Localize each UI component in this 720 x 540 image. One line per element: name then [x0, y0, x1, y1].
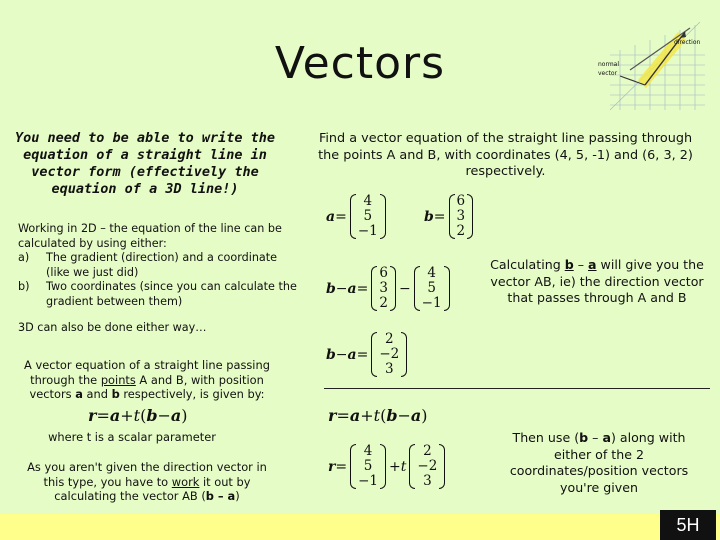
sym-eq: =	[335, 208, 347, 225]
text-span: A vector equation of a straight line passing through the	[24, 358, 270, 387]
vector-entry: 2	[385, 331, 394, 347]
vector-entry: 4	[363, 443, 373, 459]
sym-a: a	[109, 406, 121, 425]
vector-entry: 6	[379, 265, 388, 281]
text-span: –	[588, 430, 603, 445]
sym-b: b	[146, 406, 158, 425]
sym-lp: (	[140, 406, 147, 425]
text-span: Calculating	[490, 257, 565, 272]
vector-entry: 3	[423, 473, 432, 489]
line-equation-left	[88, 406, 188, 425]
then-use-explanation	[496, 430, 702, 496]
sym-plus: +	[389, 458, 401, 475]
sym-eq: =	[356, 346, 369, 363]
bold-expression: b – a	[205, 489, 236, 503]
list-marker: a)	[18, 251, 30, 264]
text-span: –	[573, 257, 589, 272]
text-span: Then use (	[512, 430, 580, 445]
calculation-explanation	[484, 257, 710, 307]
column-vector-b	[449, 194, 474, 239]
vector-a-definition	[326, 194, 389, 239]
sym-b: b	[424, 208, 434, 225]
column-vector-b-minus-a	[371, 332, 407, 377]
sym-lp: (	[380, 406, 387, 425]
vector-label: vector	[598, 70, 618, 77]
normal-label: normal	[598, 61, 620, 68]
sym-eq: =	[96, 406, 110, 425]
sym-b: b	[386, 406, 398, 425]
final-line-equation	[328, 444, 448, 489]
list-item	[18, 280, 303, 309]
sym-minus: −	[397, 406, 411, 425]
text-span: will give you the vector AB, ie) the direction vector that passes through A and B	[490, 257, 704, 305]
three-d-note: 3D can also be done either way…	[18, 321, 207, 334]
sym-eq: =	[336, 406, 350, 425]
column-vector-a	[350, 194, 386, 239]
vector-equation-description	[22, 358, 272, 402]
sym-r: r	[88, 406, 97, 425]
sym-a: a	[347, 346, 357, 363]
sym-b: b	[326, 280, 336, 297]
sym-minus: −	[157, 406, 171, 425]
text-span: work	[171, 474, 200, 489]
sym-t: t	[373, 406, 381, 425]
page-title: Vectors	[274, 38, 446, 89]
vector-entry: 3	[385, 361, 394, 377]
text-span: As you aren't given the direction vector in this type, you have to	[27, 460, 267, 489]
vector-entry: 3	[379, 280, 388, 296]
text-span: )	[235, 489, 240, 503]
bold-a: a	[75, 387, 83, 401]
bold-a: a	[602, 430, 611, 445]
vector-entry: −2	[379, 346, 400, 362]
sym-minus: −	[335, 346, 348, 363]
text-span: ) along with either of the 2 coordinates/position vectors you're given	[509, 430, 689, 495]
footer-bar	[0, 514, 720, 540]
slide-code-badge: 5H	[660, 510, 716, 540]
vector-entry: 5	[363, 208, 373, 224]
sym-a: a	[326, 208, 336, 225]
divider-line	[324, 388, 710, 389]
sym-plus: +	[360, 406, 374, 425]
vector-entry: 4	[363, 193, 373, 209]
sym-a: a	[347, 280, 357, 297]
sym-a: a	[410, 406, 422, 425]
vector-diagram	[590, 10, 716, 118]
sym-plus: +	[120, 406, 134, 425]
vector-entry: −1	[358, 473, 379, 489]
list-item	[18, 251, 303, 280]
sym-eq: =	[335, 458, 348, 475]
vector-entry: −1	[357, 223, 378, 239]
bold-a: a	[588, 257, 597, 272]
text-span: it out by calculating the vector AB (	[54, 474, 251, 503]
list-text: The gradient (direction) and a coordinate (like we just did)	[46, 251, 278, 279]
sym-r: r	[328, 458, 336, 475]
vector-entry: 3	[456, 208, 466, 224]
bold-b: b	[111, 387, 120, 401]
line-equation-right	[328, 406, 428, 425]
sym-t: t	[133, 406, 141, 425]
sym-b: b	[326, 346, 336, 363]
vector-entry: 6	[456, 193, 466, 209]
sym-minus: −	[335, 280, 348, 297]
list-marker: b)	[18, 280, 30, 293]
intro-text: You need to be able to write the equation of a straight line in vector form (effectively the equation of a 3D line!)	[14, 130, 276, 197]
vector-entry: 5	[363, 458, 373, 474]
vector-entry: 4	[427, 265, 436, 281]
scalar-parameter-note: where t is a scalar parameter	[48, 430, 216, 444]
sym-rp: )	[181, 406, 188, 425]
vector-entry: −1	[421, 295, 442, 311]
sym-rp: )	[421, 406, 428, 425]
text-span: and	[82, 387, 112, 401]
column-vector-a	[350, 444, 386, 489]
b-minus-a-result	[326, 332, 410, 377]
bold-b: b	[579, 430, 589, 445]
sym-minus: −	[398, 280, 411, 297]
text-span: A and B, with position vectors	[29, 372, 264, 401]
vector-entry: 2	[456, 223, 466, 239]
sym-eq: =	[433, 208, 446, 225]
b-minus-a-calculation	[326, 266, 453, 311]
sym-eq: =	[356, 280, 369, 297]
bold-b: b	[564, 257, 574, 272]
column-vector-b	[371, 266, 396, 311]
sym-t: t	[400, 458, 407, 475]
question-text: Find a vector equation of the straight line passing through the points A and B, with coordinates (4, 5, -1) and (6, 3, 2) respectively.	[318, 131, 693, 179]
column-vector-b-minus-a	[409, 444, 445, 489]
sym-a: a	[170, 406, 182, 425]
direction-label: direction	[674, 39, 701, 46]
sym-r: r	[328, 406, 337, 425]
column-vector-a	[414, 266, 450, 311]
direction-vector-note	[22, 460, 272, 504]
vector-entry: 5	[427, 280, 436, 296]
text-span: points	[100, 372, 136, 387]
working-lead: Working in 2D – the equation of the line can be calculated by using either:	[18, 222, 282, 250]
vector-entry: 2	[379, 295, 388, 311]
working-2d-section	[18, 222, 303, 309]
vector-entry: −2	[417, 458, 438, 474]
sym-a: a	[349, 406, 361, 425]
text-span: respectively, is given by:	[119, 387, 265, 401]
list-text: Two coordinates (since you can calculate the gradient between them)	[46, 280, 297, 308]
vector-b-definition	[424, 194, 476, 239]
vector-entry: 2	[423, 443, 432, 459]
